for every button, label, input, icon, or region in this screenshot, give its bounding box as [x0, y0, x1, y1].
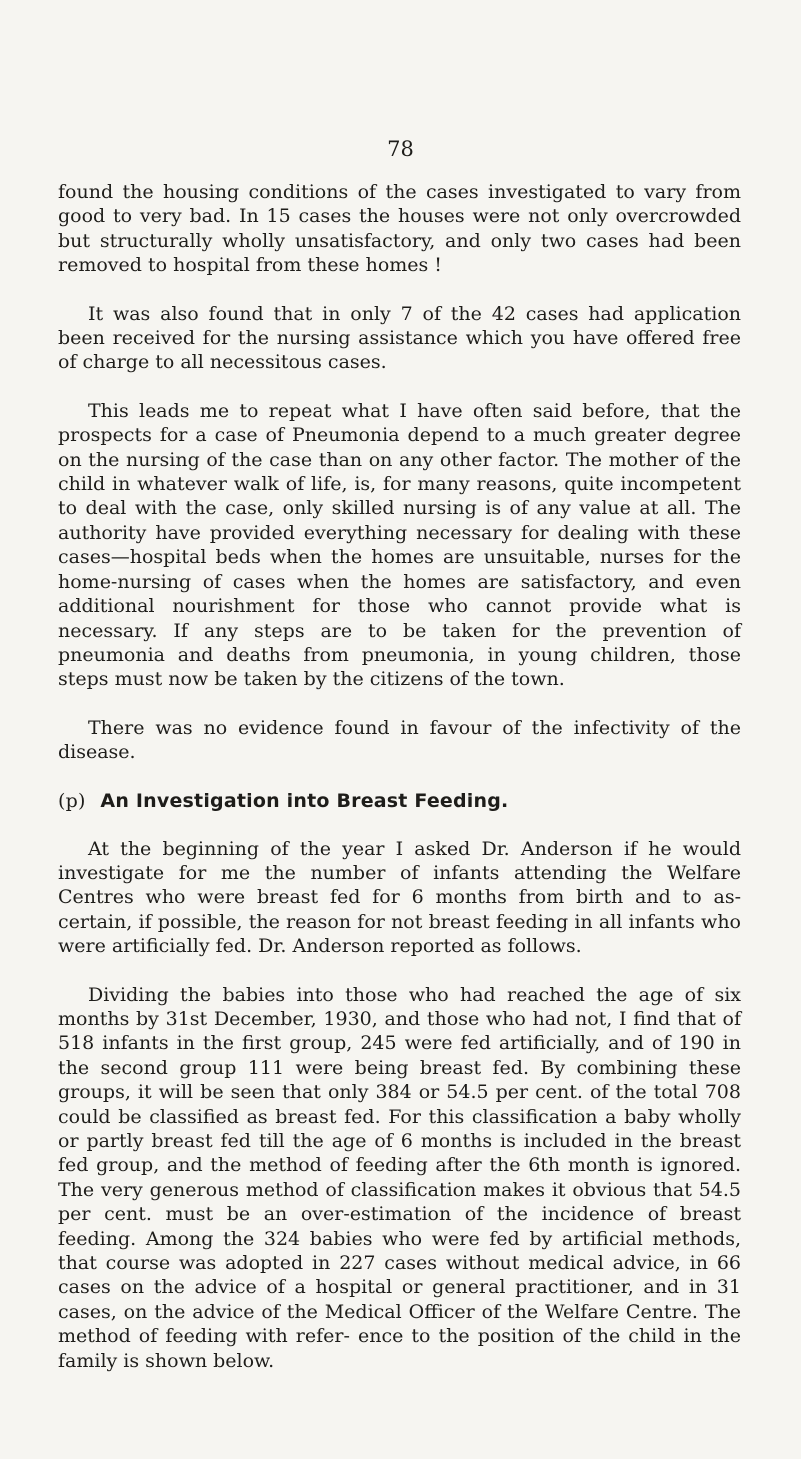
paragraph-nursing-applications: It was also found that in only 7 of the 42 cases had application been received for the nursing assistance which you have offered free of charge to all necessitous cases. [58, 302, 741, 374]
section-heading [58, 789, 741, 813]
paragraph-housing-conditions: found the housing conditions of the cases investigated to vary from good to very bad. In 15 cases the houses were not only overcrowded but structurally wholly unsatisfactory, and only two cases had been removed to hospital from these homes ! [58, 181, 741, 277]
paragraph-infectivity: There was no evidence found in favour of the infectivity of the disease. [58, 716, 741, 764]
page-number: 78 [387, 137, 414, 161]
paragraph-pneumonia-nursing: This leads me to repeat what I have often said before, that the prospects for a case of Pneumonia depend to a much greater degree on the nursing of the case than on any other factor. The mother of the child in whatever walk of life, is, for many reasons, quite incompetent to deal with the case, only skilled nursing is of any value at all. The authority have provided everything necessary for dealing with these cases—hospital beds when the homes are unsuitable, nurses for the home-nursing of cases when the homes are satisfactory, and even additional nourishment for those who cannot provide what is necessary. If any steps are to be taken for the prevention of pneumonia and deaths from pneumonia, in young children, those steps must now be taken by the citizens of the town. [58, 399, 741, 691]
section-label: (p) [58, 789, 86, 812]
paragraph-investigation-intro: At the beginning of the year I asked Dr. Anderson if he would investigate for me the number of infants attending the Welfare Centres who were breast fed for 6 months from birth and to as- certain, if possible, the reason for not breast feeding in all infants who were artificially fed. Dr. Anderson reported as follows. [58, 837, 741, 958]
paragraph-breast-feeding-findings: Dividing the babies into those who had reached the age of six months by 31st December, 1930, and those who had not, I find that of 518 infants in the first group, 245 were fed artificially, and of 190 in the second group 111 were being breast fed. By combining these groups, it will be seen that only 384 or 54.5 per cent. of the total 708 could be classified as breast fed. For this classification a baby wholly or partly breast fed till the age of 6 months is included in the breast fed group, and the method of feeding after the 6th month is ignored. The very generous method of classification makes it obvious that 54.5 per cent. must be an over-estimation of the incidence of breast feeding. Among the 324 babies who were fed by artificial methods, that course was adopted in 227 cases without medical advice, in 66 cases on the advice of a hospital or general practitioner, and in 31 cases, on the advice of the Medical Officer of the Welfare Centre. The method of feeding with refer- ence to the position of the child in the family is shown below. [58, 983, 741, 1372]
section-title: An Investigation into Breast Feeding. [100, 789, 509, 812]
page-body [58, 180, 741, 1397]
